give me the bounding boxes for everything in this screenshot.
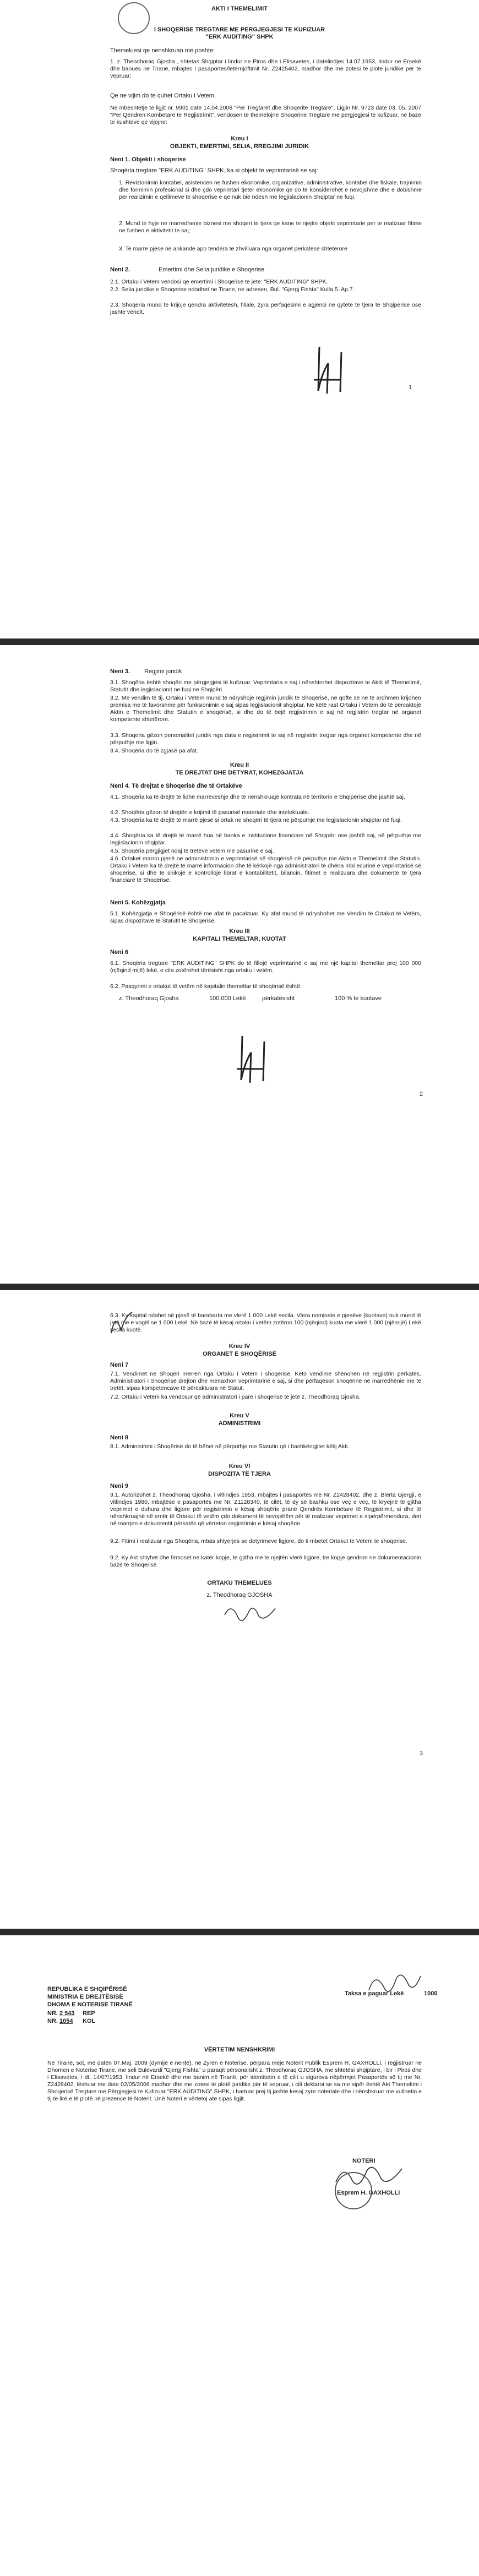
neni-4-5: 4.5. Shoqëria përgjigjet ndaj të tretëve vetëm me pasurinë e saj. [110,848,274,854]
capital-label: përkatësisht [262,995,295,1002]
neni-4-2: 4.2. Shoqëria gëzon të drejtën e krijimit të pasurisë materiale dhe intelektuale. [110,809,309,816]
neni-3-2: 3.2. Me vendim të tij, Ortaku i Vetem mund të ndryshojë regjimin juridik te Shoqërisë, në qofte se ne të ardhmen krijohen premisa me të favorshme për funksionimin e saj sipas legjislacionit shqiptar. Ne këtë rast Ortaku i Vetem do të përcaktojë Aktin e Themelimit dhe Statutin e shoqërisë, si dhe do të bëjë regjistrimin e saj në regjistrin tregtar në organet kompetente shtetërore. [110,695,421,723]
neni-2-1: 2.1. Ortaku i Vetem vendosi qe emertimi i Shoqerise te jete: "ERK AUDITING" SHPK. [110,279,328,285]
neni-5-heading: Neni 5. Kohëzgjatja [110,899,166,906]
capital-amount: 100.000 Lekë [209,995,246,1002]
kreu-1-heading: Kreu I [231,135,248,142]
neni-4-1: 4.1. Shoqëria ka të drejtë të lidhë marrëveshje dhe të nënshkruajë kontrata në territorin e Shqipërisë dhe jashtë saj. [110,794,405,800]
founders-heading: ORTAKU THEMELUES [207,1580,272,1586]
object-item-1: 1. Revizionimin kontabel, asistencen ne fushen ekonomike, organizative, administrative, kontabel dhe fiskale, trajnimin dhe formimin profesional si dhe çdo veprimtari tjeter ekonomike qe do te konsiderohet e nevojshme dhe e dobishme per realizimin e qellimeve te shoqerise e qe nuk bie ndesh me legjislacionin Shqiptar ne fuqi. [119,179,422,200]
neni-6-1: 6.1. Shoqëria tregtare "ERK AUDITING" SHPK do të fillojë veprimtarinë e saj me një kapital themeltar prej 100 000 (njëqind mijë) lekë, e cila zotërohet tërësisht nga ortaku i vetëm. [110,960,421,974]
page-number: 1 [409,384,412,391]
neni-2-title: Emertimi dhe Selia juridike e Shoqerise [159,266,264,273]
founder-name: z. Theodhoraq GJOSHA [206,1592,273,1598]
neni-9-1: 9.1. Autorizohet z. Theodhoraq Gjosha, i vitlindjes 1953, mbajtës i pasaportës me Nr. Z2428402, dhe z. Blerta Gjergji, e vitlindjes 1980, mbajtëse e pasaportës me Nr. Z1128340, të cilët, të dy së bashku ose veç e veç, të kryejnë të gjitha veprimet e duhura dhe ligjore për regjistrimin e kësaj shoqërie pranë Qendrës Kombëtare të Regjistrimit, si dhe të nënshkruajnë në emër të Ortakut të vetëm çdo dokument të nevojshëm për të realizuar veprimet e sipërpërmendura, deri në marrjen e dokumentit përkatës që vërteton regjistrimin e kësaj shoqërie. [110,1492,421,1527]
document-page-3 [0,1290,479,1929]
neni-6-3: 6.3. Ky kapital ndahet në pjesë të barabarta me vlerë 1 000 Lekë secila. Vlera nominale e pjesëve (kuotave) nuk mund të jetë më e vogël se 1 000 Lekë. Në bazë të kësaj ortaku i vetëm zotëron 100 (njëqind) kuota me vlerë 1 000 (njëmijë) Lekë secila kuotë. [110,1312,421,1333]
neni-7-2: 7.2. Ortaku i Vetëm ka vendosur që administratori i parë i shoqërisë të jetë z. Theodhoraq Gjosha. [110,1394,361,1400]
signature-mark [231,1030,281,1085]
founder-paragraph: 1. z. Theodhoraq Gjosha , shtetas Shqiptar i lindur ne Piros dhe i Elisavetes, i datelindjes 14.07.1953, lindur ne Ersekë dhe banues ne Tirane, mbajtes i pasaportes/letërnjoftimit Nr. Z2425402, madhor dhe me zotesi te plote juridike per te vepruar; [110,58,421,79]
neni-9-heading: Neni 9 [110,1483,129,1489]
rep-suffix: REP [83,2010,95,2017]
stamp-line3: DHOMA E NOTERISE TIRANË [47,2001,133,2008]
neni-9-2: 9.2. Fitimi i realizuar nga Shoqëria, mbas shlyerjes se detyrimeve ligjore, do ti mbetet Ortakut te Vetem te shoqerise. [110,1538,407,1544]
kreu-1-title: OBJEKTI, EMERTIMI, SELIA, RREGJIMI JURIDIK [170,143,309,150]
deed-title-line1: AKTI I THEMELIMIT [211,6,268,12]
page-number: 3 [420,1750,423,1757]
kreu-4-title: ORGANET E SHOQËRISË [203,1351,276,1357]
kol-label: NR. [47,2018,58,2024]
kreu-6-heading: Kreu VI [228,1463,251,1470]
neni-4-heading: Neni 4. Të drejtat e Shoqerisë dhe të Ortakëve [110,783,242,789]
notary-name: Esprem H. GAXHOLLI [337,2190,400,2196]
neni-9-3: 9.2. Ky Akt shlyhet dhe firmoset ne katër kopje, te gjitha me te njejtën vlerë ligjore, tre kopje qendron ne dokumentacionin bazë te Shoqerisë. [110,1554,421,1568]
kreu-4-heading: Kreu IV [228,1343,251,1350]
neni-2-3: 2.3. Shoqeria mund te krijoje qendra aktivitetesh, filiale, zyra perfaqesimi e agjenci ne qytete te tjera te Shqiperise ose jashte vendit. [110,302,421,315]
neni-6-2: 6.2. Pasqyrimi e ortakut të vetëm në kapitalin themeltar të shoqërisë është: [110,983,302,990]
kol-value: 1054 [59,2018,73,2024]
neni-4-4: 4.4. Shoqëria ka të drejtë të marrë hua në banka e institucione financiare në Shqipëri ose jashtë saj, në përputhje me legjislacionin shqiptar. [110,832,421,846]
neni-1-heading: Neni 1. Objekti i shoqerise [110,156,186,163]
kreu-5-title: ADMINISTRIMI [218,1420,261,1427]
kol-suffix: KOL [83,2018,96,2024]
verification-body: Në Tiranë, sot, më datën 07.Maj. 2009 (dymijë e nentë), në Zyrën e Noterise, përpara meje Noterit Publik Esprem H. GAXHOLLI, i regjistruar ne Dhomen e Noterise Tirane, me seli Bulevardi "Gjergj Fishta" u paraqit përsonalisht z. Theodhoraq GJOSHA, me shtetësi shqiptare, i bir i Piros dhe i Elisavetes, i dt. 14/07/1953, lindur në Ersekë dhe me banim në Tiranë, për identitetin e të cilit u sigurova nëpërmjet Pasaportës së tij me Nr. Z2428402, lëshuar me date 02/05/2006 madhor dhe me zotesi të plotë juridike për të vepruar, i cili deklaroi se sa me sipër është Akt Themelimi i Shoqërisë Tregtare me Përgjegjesi te Kufizuar "ERK AUDITING" SHPK, i hartuar prej tij jashtë kesaj zyre noteriale dhe i nënshkruar me vullnetin e tij të lirë e të plotë në prezence të Noterit. Unë Noteri e vërtetoj ate sipas ligjit. [47,2060,422,2102]
neni-6-heading: Neni 6 [110,949,129,956]
consent-text: Qe ne vijim do te quhet Ortaku i Vetem, [110,92,216,99]
neni-7-1: 7.1. Vendimet në Shoqëri merren nga Ortaku i Vetëm i shoqërisë. Këto vendime shënohen në regjistrin përkatës. Administratori i Shoqërisë drejton dhe menaxhon veprimtarinë e saj, si dhe përfaqëson shoqërinë në marrëdhënie me të tretët, sipas kompetencave të përcaktuara në Statut. [110,1371,421,1391]
neni-5-1: 5.1. Kohëzgjatja e Shoqërisë është me afat të pacaktuar. Ky afat mund të ndryshohet me Vendim të Ortakut te Vetëm, sipas dispozitave të Statutit të Shoqërisë. [110,910,421,924]
neni-8-1: 8.1. Administrimi i Shoqërisë do të bëhet në përputhje me Statutin që i bashkëngjitet këtij Akti. [110,1443,350,1450]
founder-signature [220,1598,281,1626]
rep-value: 2 543 [59,2010,75,2017]
neni-3-3: 3.3. Shoqeria gëzon personalitet juridik nga data e regjistrimit te saj në regjistrin tregtar nga organet kompetente dhe në përputhje me ligjin. [110,732,421,746]
verification-heading: VËRTETIM NENSHKRIMI [204,2046,275,2053]
neni-3-4: 3.4. Shoqëria do të zgjasë pa afat. [110,747,198,754]
capital-percent: 100 % te kuotave [335,995,382,1002]
intro-text: Themeluesi qe nenshkruan me poshte: [110,47,215,54]
neni-8-heading: Neni 8 [110,1434,129,1441]
neni-7-heading: Neni 7 [110,1362,129,1368]
page-number: 2 [420,1091,423,1098]
neni-3-1: 3.1. Shoqëria është shoqëri me përgjegjësi të kufizuar. Veprimtaria e saj i nënshtrohet dispozitave te Aktit të Themelimit, Statutit dhe legjislacionit ne fuqi ne Shqipëri. [110,679,421,693]
tax-label: Taksa e paguar Lekë [345,1990,404,1997]
neni-3-title: Regjimi juridik [144,668,182,675]
rep-label: NR. [47,2010,58,2017]
neni-4-6: 4.6. Ortaket marrin pjesë ne administrimin e veprimtarisë së shoqërisë në përputhje me Aktin e Themelimit dhe Statutin. Ortaku i Vetem ka të drejtë të marrë informacion dhe të kërkojë nga administratori të dhëna mbi ecurinë e veprimtarisë së shoqërisë, si dhe të shikojë e kontrollojë librat e kontabilitetit, bilancin, fitimet e realizuara dhe dokumente të tjera financiare të Shoqërisë. [110,855,421,883]
legal-basis-paragraph: Ne mbeshtetje te ligjit nr. 9901 date 14.04.2008 "Per Tregtaret dhe Shoqerite Tregtare", Ligjin Nr. 9723 date 03. 05. 2007 "Per Qendren Kombetare te Regjistrimit", vendosen te themelojne Shoqerine Tregtare me pergjegjesi te kufizuar, ne baze te kushteve qe vijojne: [110,105,421,125]
kreu-3-title: KAPITALI THEMELTAR, KUOTAT [193,936,286,942]
document-page-2 [0,645,479,1284]
tax-signature [363,1968,424,2001]
stamp-line1: REPUBLIKA E SHQIPËRISË [47,1986,127,1993]
notary-seal [335,2172,372,2209]
signature-mark [308,341,358,396]
neni-4-3: 4.3. Shoqëria ka të drejtë të marrë pjesë si ortak ne shoqëri të tjera ne përputhje me legjislacionin shqiptar në fuqi. [110,817,402,823]
object-item-3: 3. Te marre pjese ne ankande apo tendera te zhvilluara nga organet perkatese shteterore [119,245,347,252]
neni-2-2: 2.2. Selia juridike e Shoqerise ndodhet ne Tirane, ne adresen, Bul. "Gjergj Fishta" Kulla 5, Ap.7. [110,286,355,293]
deed-title-line2: I SHOQERISE TREGTARE ME PERGJEGJESI TE KUFIZUAR [154,26,325,33]
kreu-2-title: TE DREJTAT DHE DETYRAT, KOHEZGJATJA [175,769,304,776]
neni-1-intro: Shoqëria tregtare "ERK AUDITING" SHPK, ka si objekt te veprimtarisë se saj: [110,167,318,174]
stamp-line2: MINISTRIA E DREJTËSISË [47,1994,123,2000]
document-page-1 [0,0,479,638]
neni-3-heading: Neni 3. [110,668,130,675]
kreu-2-heading: Kreu II [230,762,249,768]
object-item-2: 2. Mund te hyje ne marredhenie biznesi me shoqeri te tjera qe kane te njejtin objekt veprimtarie per te realizuar fitime ne fushen e aktivitetit te saj; [119,220,422,234]
kreu-5-heading: Kreu V [230,1412,249,1419]
kreu-3-heading: Kreu III [229,928,250,935]
document-page-4 [0,1935,479,2576]
deed-title-line3: "ERK AUDITING" SHPK [205,34,274,40]
tax-value: 1000 [424,1990,438,1997]
neni-2-heading: Neni 2. [110,266,130,273]
kreu-6-title: DISPOZITA TË TJERA [208,1471,271,1477]
capital-owner: z. Theodhoraq Gjosha [119,995,179,1002]
initials-mark [108,1306,135,1339]
notary-title: NOTERI [352,2158,375,2164]
